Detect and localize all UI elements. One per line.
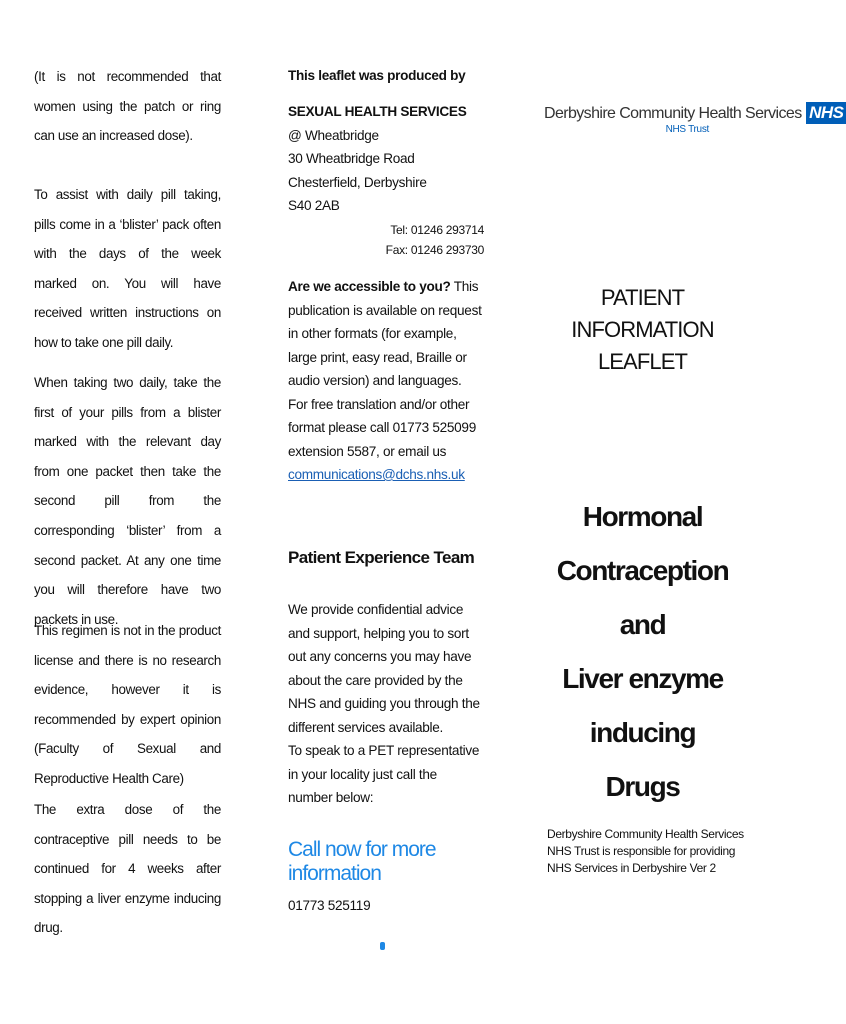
address-line-1: @ Wheatbridge: [288, 127, 379, 143]
accessibility-heading: Are we accessible to you?: [288, 279, 451, 294]
address-line-2: 30 Wheatbridge Road: [288, 151, 415, 166]
fax: Fax: 01246 293730: [385, 242, 484, 257]
accessibility-body: This publication is available on request in other formats (for example, large print, easy read, Braille or audio version) and languages. For free translation and/or other format please call 01773 525099 extension 5587, or email us: [288, 279, 482, 459]
left-paragraph-extra-dose: The extra dose of the contraceptive pill needs to be continued for 4 weeks after stopping a liver enzyme inducing drug.: [34, 802, 221, 936]
telephone: Tel: 01246 293714: [390, 222, 484, 237]
producer-block: [288, 64, 484, 88]
pet-block: [288, 548, 484, 568]
title-line-1: Hormonal: [582, 501, 703, 532]
call-now-heading: Call now for more information: [288, 838, 436, 885]
page-marker-icon: [380, 942, 385, 950]
nhs-trust-label: NHS Trust: [665, 124, 709, 135]
leaflet-title: [534, 490, 751, 814]
accessibility-text: [288, 275, 484, 487]
address-block: [288, 100, 484, 260]
address-line-3: Chesterfield, Derbyshire: [288, 174, 427, 190]
pet-body-block: [288, 598, 484, 810]
title-line-4: Drugs: [605, 771, 680, 802]
nhs-logo-block: [544, 102, 844, 135]
produced-by-heading: This leaflet was produced by: [288, 68, 466, 83]
email-link[interactable]: communications@dchs.nhs.uk: [288, 467, 465, 482]
org-name: SEXUAL HEALTH SERVICES: [288, 104, 467, 119]
nhs-logo: NHS: [806, 102, 846, 124]
pet-text-2: To speak to a PET representative in your locality just call the number below:: [288, 743, 480, 805]
trust-name: Derbyshire Community Health Services: [544, 105, 802, 122]
leaflet-type-line-2: LEAFLET: [597, 349, 688, 374]
title-line-3: Liver enzyme inducing: [562, 663, 723, 748]
accessibility-block: [288, 275, 484, 487]
leaflet-type: [540, 282, 745, 378]
left-paragraph-two-daily: When taking two daily, take the first of your pills from a blister marked with the relevant day from one packet then take the second pill from the corresponding ‘blister’ from a second packet. At any one time you will therefore have two packets in use.: [34, 375, 221, 627]
left-paragraph-regimen: This regimen is not in the product license and there is no research evidence, however it is recommended by expert opinion (Faculty of Sexual and Reproductive Health Care): [34, 623, 221, 786]
left-paragraph-dose: (It is not recommended that women using the patch or ring can use an increased dose).: [34, 69, 221, 144]
pet-text-1: We provide confidential advice and support, helping you to sort out any concerns you may have about the care provided by the NHS and guiding you through the different services available.: [288, 602, 480, 735]
phone-number[interactable]: 01773 525119: [288, 898, 371, 913]
left-paragraph-blister: To assist with daily pill taking, pills come in a ‘blister’ pack often with the days of the week marked on. You will have received written instructions on how to take one pill daily.: [34, 187, 221, 350]
postcode: S40 2AB: [288, 198, 340, 213]
pet-heading: Patient Experience Team: [288, 548, 475, 567]
footer-note: Derbyshire Community Health Services NHS Trust is responsible for providing NHS Services in Derbyshire Ver 2: [547, 827, 744, 875]
title-line-2: Contraception and: [556, 555, 729, 640]
call-block: [288, 838, 484, 918]
leaflet-type-line-1: PATIENT INFORMATION: [571, 285, 714, 342]
